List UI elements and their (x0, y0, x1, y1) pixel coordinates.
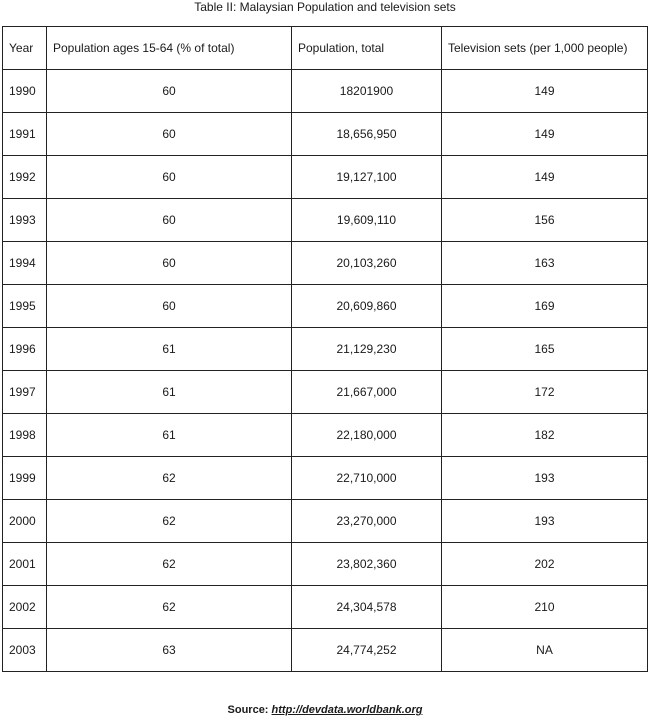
source-label: Source: (227, 704, 272, 716)
table-row (3, 414, 648, 457)
table-caption: Table II: Malaysian Population and television sets (194, 0, 456, 14)
table-body (3, 70, 648, 672)
table-row (3, 586, 648, 629)
cell-year: 2001 (3, 543, 47, 586)
cell-population-15-64: 60 (47, 70, 292, 113)
cell-population-total: 18,656,950 (292, 113, 442, 156)
cell-population-total: 19,127,100 (292, 156, 442, 199)
table-row (3, 199, 648, 242)
cell-television-sets: 156 (442, 199, 648, 242)
cell-population-15-64: 61 (47, 328, 292, 371)
cell-year: 1994 (3, 242, 47, 285)
cell-year: 1999 (3, 457, 47, 500)
table-row (3, 242, 648, 285)
table-row (3, 156, 648, 199)
cell-television-sets: 149 (442, 70, 648, 113)
cell-population-total: 24,774,252 (292, 629, 442, 672)
table-row (3, 328, 648, 371)
header-population-15-64: Population ages 15-64 (% of total) (47, 27, 292, 70)
cell-population-15-64: 62 (47, 586, 292, 629)
table-header-row (3, 27, 648, 70)
population-table (2, 26, 648, 672)
cell-population-total: 21,129,230 (292, 328, 442, 371)
cell-year: 1995 (3, 285, 47, 328)
table-row (3, 70, 648, 113)
cell-population-total: 22,710,000 (292, 457, 442, 500)
cell-television-sets: 202 (442, 543, 648, 586)
cell-year: 1993 (3, 199, 47, 242)
cell-population-total: 22,180,000 (292, 414, 442, 457)
cell-population-15-64: 62 (47, 457, 292, 500)
cell-television-sets: 193 (442, 457, 648, 500)
cell-year: 1998 (3, 414, 47, 457)
table-row (3, 629, 648, 672)
cell-population-15-64: 62 (47, 500, 292, 543)
cell-population-15-64: 62 (47, 543, 292, 586)
cell-population-15-64: 60 (47, 242, 292, 285)
cell-television-sets: 165 (442, 328, 648, 371)
cell-population-15-64: 60 (47, 199, 292, 242)
cell-population-15-64: 63 (47, 629, 292, 672)
cell-television-sets: 149 (442, 156, 648, 199)
cell-year: 1992 (3, 156, 47, 199)
cell-population-total: 21,667,000 (292, 371, 442, 414)
cell-year: 2003 (3, 629, 47, 672)
cell-year: 1996 (3, 328, 47, 371)
cell-television-sets: 182 (442, 414, 648, 457)
cell-population-total: 20,609,860 (292, 285, 442, 328)
table-row (3, 543, 648, 586)
source-note (0, 704, 650, 717)
cell-television-sets: 149 (442, 113, 648, 156)
cell-year: 1990 (3, 70, 47, 113)
cell-population-total: 23,270,000 (292, 500, 442, 543)
cell-television-sets: 193 (442, 500, 648, 543)
cell-population-15-64: 60 (47, 285, 292, 328)
cell-television-sets: NA (442, 629, 648, 672)
cell-year: 2002 (3, 586, 47, 629)
cell-year: 1991 (3, 113, 47, 156)
header-population-total: Population, total (292, 27, 442, 70)
header-television-sets: Television sets (per 1,000 people) (442, 27, 648, 70)
cell-year: 1997 (3, 371, 47, 414)
cell-population-total: 20,103,260 (292, 242, 442, 285)
header-year: Year (3, 27, 47, 70)
cell-television-sets: 169 (442, 285, 648, 328)
table-row (3, 285, 648, 328)
table-row (3, 457, 648, 500)
table-row (3, 371, 648, 414)
cell-year: 2000 (3, 500, 47, 543)
cell-population-total: 18201900 (292, 70, 442, 113)
cell-population-15-64: 61 (47, 414, 292, 457)
cell-population-15-64: 60 (47, 156, 292, 199)
cell-population-15-64: 60 (47, 113, 292, 156)
cell-population-15-64: 61 (47, 371, 292, 414)
source-link[interactable]: http://devdata.worldbank.org (271, 704, 423, 716)
table-row (3, 500, 648, 543)
cell-television-sets: 210 (442, 586, 648, 629)
cell-television-sets: 172 (442, 371, 648, 414)
cell-population-total: 23,802,360 (292, 543, 442, 586)
cell-population-total: 19,609,110 (292, 199, 442, 242)
table-row (3, 113, 648, 156)
cell-population-total: 24,304,578 (292, 586, 442, 629)
cell-television-sets: 163 (442, 242, 648, 285)
